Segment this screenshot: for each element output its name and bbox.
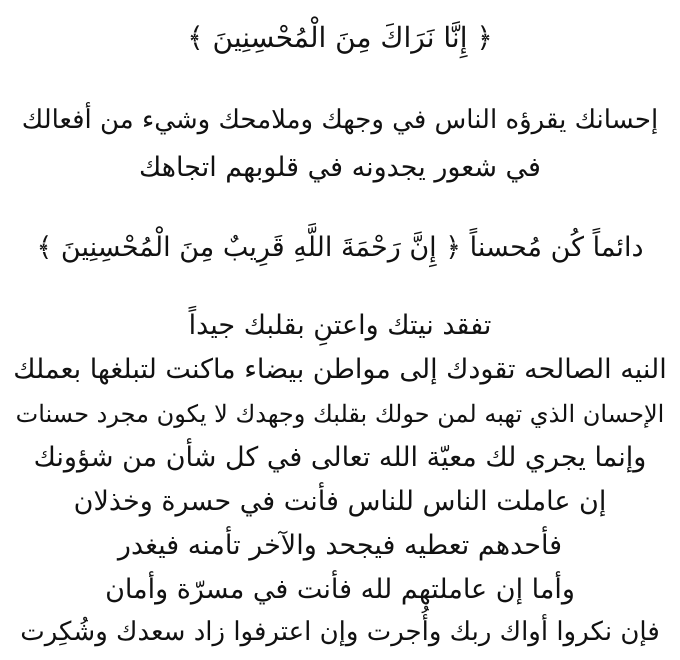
text-line-8: فأحدهم تعطيه فيجحد والآخر تأمنه فيغدر [117, 530, 563, 561]
text-line-6: وإنما يجري لك معيّة الله تعالى في كل شأن من شؤونك [33, 442, 647, 473]
text-line-10: فإن نكروا أواك ربك وأُجرت وإن اعترفوا زاد سعدك وشُكِرت [20, 617, 660, 647]
verse-line-2: دائماً كُن مُحسناً ﴿ إِنَّ رَحْمَةَ اللَّهِ قَرِيبٌ مِنَ الْمُحْسِنِينَ ﴾ [36, 232, 644, 263]
text-line-3: تفقد نيتك واعتنِ بقلبك جيداً [188, 310, 492, 341]
text-line-9: وأما إن عاملتهم لله فأنت في مسرّة وأمان [105, 574, 575, 605]
text-line-7: إن عاملت الناس للناس فأنت في حسرة وخذلان [73, 486, 607, 517]
text-line-5: الإحسان الذي تهبه لمن حولك بقلبك وجهدك لا يكون مجرد حسنات [15, 400, 665, 428]
text-line-4: النيه الصالحه تقودك إلى مواطن بيضاء ماكنت لتبلغها بعملك [13, 354, 667, 385]
text-line-2: في شعور يجدونه في قلوبهم اتجاهك [139, 152, 541, 183]
text-line-1: إحسانك يقرؤه الناس في وجهك وملامحك وشيء من أفعالك [21, 105, 659, 135]
verse-line-1: ﴿ إِنَّا نَرَاكَ مِنَ الْمُحْسِنِينَ ﴾ [187, 21, 493, 54]
